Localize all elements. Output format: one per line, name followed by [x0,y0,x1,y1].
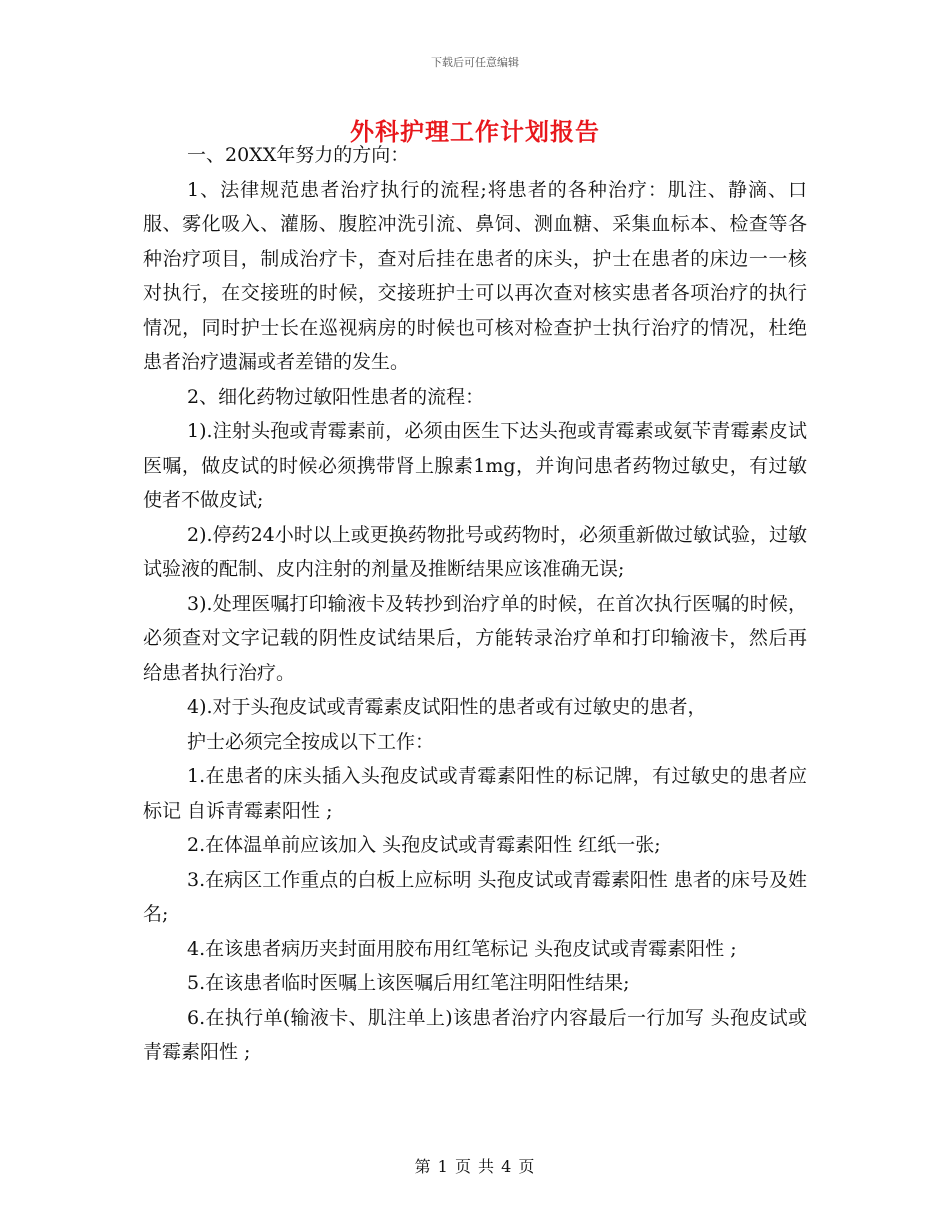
paragraph: 1.在患者的床头插入头孢皮试或青霉素阳性的标记牌，有过敏史的患者应标记 自诉青霉素阳性 ; [143,765,807,822]
page-number: 第 1 页 共 4 页 [414,1157,536,1176]
paragraph: 护士必须完全按成以下工作： [187,730,435,753]
document-title: 外科护理工作计划报告 [350,117,600,146]
document-body [143,138,807,1070]
paragraph: 6.在执行单(输液卡、肌注单上)该患者治疗内容最后一行加写 头孢皮试或青霉素阳性 ; [143,1006,807,1063]
paragraph: 1).注射头孢或青霉素前，必须由医生下达头孢或青霉素或氨苄青霉素皮试医嘱，做皮试的时候必须携带肾上腺素1mg，并询问患者药物过敏史，有过敏使者不做皮试; [143,420,807,511]
paragraph: 1、法律规范患者治疗执行的流程;将患者的各种治疗：肌注、静滴、口服、雾化吸入、灌肠、腹腔冲洗引流、鼻饲、测血糖、采集血标本、检查等各种治疗项目，制成治疗卡，查对后挂在患者的床头，护士在患者的床边一一核对执行，在交接班的时候，交接班护士可以再次查对核实患者各项治疗的执行情况，同时护士长在巡视病房的时候也可核对检查护士执行治疗的情况，杜绝患者治疗遗漏或者差错的发生。 [143,178,807,373]
paragraph: 5.在该患者临时医嘱上该医嘱后用红笔注明阳性结果; [187,972,630,994]
paragraph: 一、20XX年努力的方向： [187,144,410,166]
paragraph: 4).对于头孢皮试或青霉素皮试阳性的患者或有过敏史的患者， [187,696,707,718]
paragraph: 2.在体温单前应该加入 头孢皮试或青霉素阳性 红纸一张; [187,834,661,856]
paragraph: 2、细化药物过敏阳性患者的流程： [187,385,485,408]
paragraph: 3.在病区工作重点的白板上应标明 头孢皮试或青霉素阳性 患者的床号及姓名; [143,868,807,925]
paragraph: 2).停药24小时以上或更换药物批号或药物时，必须重新做过敏试验，过敏试验液的配制、皮内注射的剂量及推断结果应该准确无误; [143,523,807,580]
paragraph: 3).处理医嘱打印输液卡及转抄到治疗单的时候，在首次执行医嘱的时候，必须查对文字记载的阴性皮试结果后，方能转录治疗单和打印输液卡，然后再给患者执行治疗。 [143,592,807,684]
header-note: 下载后可任意编辑 [431,56,519,69]
paragraph: 4.在该患者病历夹封面用胶布用红笔标记 头孢皮试或青霉素阳性 ; [187,937,737,960]
